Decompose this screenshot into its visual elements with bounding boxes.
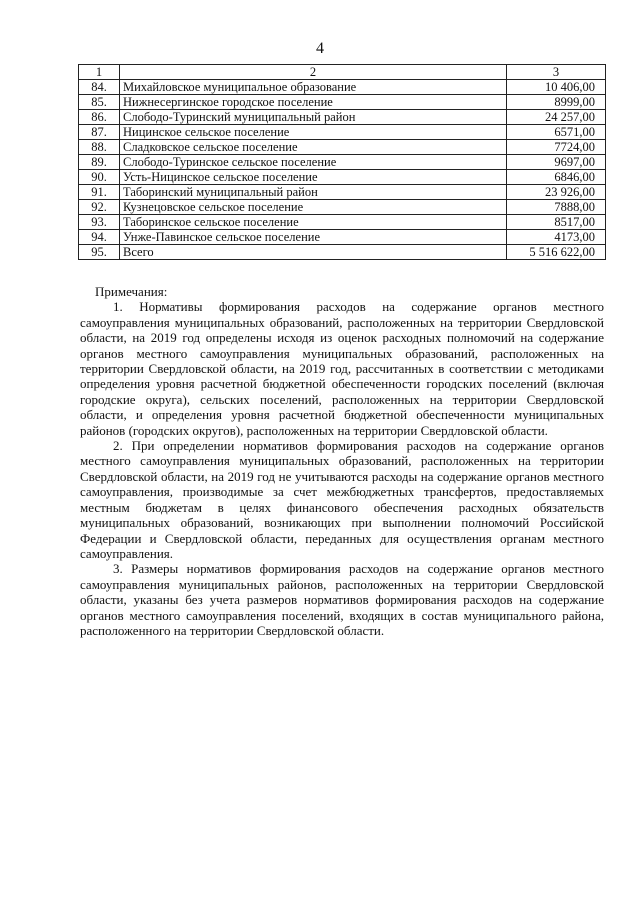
row-value: 6571,00 [507,125,606,140]
table-row [79,230,606,245]
row-number: 92. [79,200,120,215]
header-col-2: 2 [120,65,507,80]
row-value: 23 926,00 [507,185,606,200]
row-value: 8517,00 [507,215,606,230]
row-number: 86. [79,110,120,125]
row-municipality: Усть-Ницинское сельское поселение [120,170,507,185]
row-municipality: Слободо-Туринский муниципальный район [120,110,507,125]
row-municipality: Сладковское сельское поселение [120,140,507,155]
table-row [79,110,606,125]
note-paragraph-1: 1. Нормативы формирования расходов на содержание органов местного самоуправления муниципальных образований, расположенных на территории Свердловской области, на 2019 год определены исходя из оценок расходных полномочий на содержание органов местного самоуправления муниципальных образований, расположенных на территории Свердловской области, на 2019 год, рассчитанных в соответствии с методиками определения уровня расчетной бюджетной обеспеченности городских поселений (включая городские округа), сельских поселений, расположенных на территории Свердловской области, и определения уровня расчетной бюджетной обеспеченности муниципальных районов (городских округов), расположенных на территории Свердловской области. [80,299,604,438]
page-number: 4 [316,40,324,57]
row-municipality: Нижнесергинское городское поселение [120,95,507,110]
row-municipality: Таборинское сельское поселение [120,215,507,230]
row-number: 85. [79,95,120,110]
row-number: 91. [79,185,120,200]
row-number: 88. [79,140,120,155]
row-number: 87. [79,125,120,140]
table-row [79,170,606,185]
row-value: 9697,00 [507,155,606,170]
row-value: 10 406,00 [507,80,606,95]
table-row [79,200,606,215]
row-number: 84. [79,80,120,95]
row-number: 90. [79,170,120,185]
notes-section [80,284,604,638]
note-paragraph-3: 3. Размеры нормативов формирования расходов на содержание органов местного самоуправления муниципальных районов, расположенных на территории Свердловской области, указаны без учета размеров нормативов формирования расходов на содержание органов местного самоуправления поселений, входящих в состав муниципального района, расположенного на территории Свердловской области. [80,561,604,638]
table-row [79,125,606,140]
row-value: 4173,00 [507,230,606,245]
notes-title: Примечания: [95,284,168,299]
table-row [79,80,606,95]
table-row [79,215,606,230]
row-number: 93. [79,215,120,230]
table-row [79,155,606,170]
table-row [79,140,606,155]
row-value: 24 257,00 [507,110,606,125]
table-total-row [79,245,606,260]
note-paragraph-2: 2. При определении нормативов формирования расходов на содержание органов местного самоуправления муниципальных образований, расположенных на территории Свердловской области, на 2019 год не учитываются расходы на содержание органов местного самоуправления, производимые за счет межбюджетных трансфертов, предоставляемых местным бюджетам в целях финансового обеспечения расходных обязательств муниципальных образований, возникающих при выполнении полномочий Российской Федерации и Свердловской области, переданных для осуществления органам местного самоуправления. [80,438,604,561]
row-municipality: Слободо-Туринское сельское поселение [120,155,507,170]
row-municipality: Михайловское муниципальное образование [120,80,507,95]
row-value: 7888,00 [507,200,606,215]
expense-norms-table [78,64,606,260]
row-value: 8999,00 [507,95,606,110]
table-header-row [79,65,606,80]
header-col-1: 1 [79,65,120,80]
row-value: 6846,00 [507,170,606,185]
row-municipality: Таборинский муниципальный район [120,185,507,200]
header-col-3: 3 [507,65,606,80]
row-number: 94. [79,230,120,245]
row-municipality: Унже-Павинское сельское поселение [120,230,507,245]
table-row [79,185,606,200]
table-row [79,95,606,110]
row-total-value: 5 516 622,00 [507,245,606,260]
row-value: 7724,00 [507,140,606,155]
row-total-label: Всего [120,245,507,260]
row-municipality: Кузнецовское сельское поселение [120,200,507,215]
row-number: 89. [79,155,120,170]
row-municipality: Ницинское сельское поселение [120,125,507,140]
row-number: 95. [79,245,120,260]
